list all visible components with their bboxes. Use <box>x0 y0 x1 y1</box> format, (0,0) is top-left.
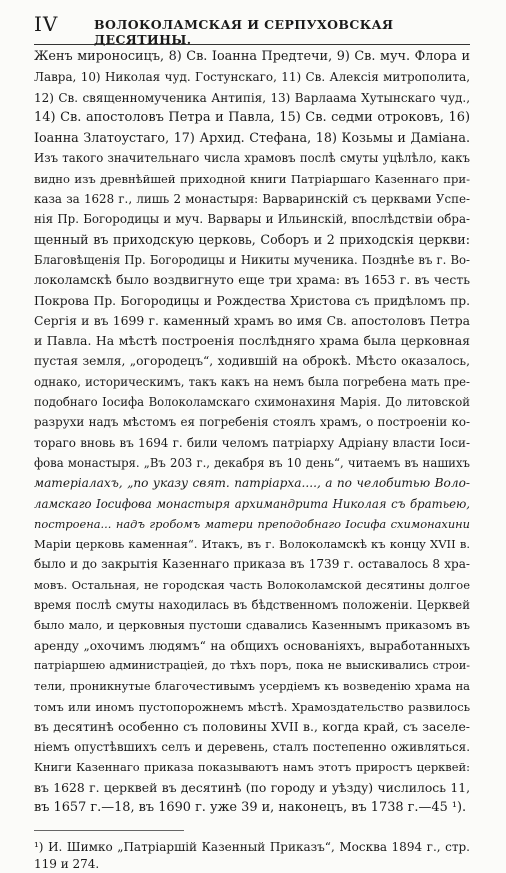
text-line: Благовѣщенія Пр. Богородицы и Никиты мученика. Позднѣе въ г. Во- <box>34 252 470 267</box>
text-line: тели, проникнутые благочестивымъ усердіемъ къ возведенію храма на <box>34 679 470 694</box>
text-line: разрухи надъ мѣстомъ ея погребенія стоялъ храмъ, о построеніи ко- <box>34 415 470 430</box>
text-line: Изъ такого значительнаго числа храмовъ послѣ смуты уцѣлѣло, какъ <box>34 151 470 166</box>
text-line: Женъ мироносицъ, 8) Св. Iоанна Предтечи, 9) Св. муч. Флора и <box>34 49 470 64</box>
text-line: однако, историческимъ, такъ какъ на немъ была погребена мать пре- <box>34 374 470 389</box>
text-line: томъ или иномъ пустопорожнемъ мѣстѣ. Храмоздательство развилось <box>34 699 470 714</box>
text-line: время послѣ смуты находилась въ бѣдственномъ положеніи. Церквей <box>34 598 470 613</box>
text-line: Iоанна Златоустаго, 17) Архид. Стефана, 18) Козьмы и Даміана. <box>34 130 470 146</box>
text-line: патріаршею администраціей, до тѣхъ поръ, пока не выискивались строи- <box>34 658 470 672</box>
text-line: пустая земля, „огородецъ“, ходившій на оброкѣ. Мѣсто оказалось, <box>34 354 470 369</box>
text-line: Книги Казеннаго приказа показываютъ намъ этотъ приростъ церквей: <box>34 760 470 775</box>
running-title: ВОЛОКОЛАМСКАЯ И СЕРПУХОВСКАЯ ДЕСЯТИНЫ. <box>94 17 394 47</box>
text-line: подобнаго Iосифа Волоколамскаго схимонахиня Марія. До литовской <box>34 395 470 410</box>
text-line: тораго вновь въ 1694 г. били челомъ патріарху Адріану власти Iоси- <box>34 435 470 450</box>
footnote-line: ¹) И. Шимко „Патріаршій Казенный Приказъ“, Москва 1894 г., стр. <box>34 840 470 855</box>
text-line: въ десятинѣ особенно съ половины XVII в., когда край, съ заселе- <box>34 719 470 734</box>
text-line: было мало, и церковныя пустоши сдавались Казеннымъ приказомъ въ <box>34 618 470 633</box>
body-text <box>34 47 470 818</box>
text-line: щенный въ приходскую церковь, Соборъ и 2 приходскія церкви: <box>34 231 470 247</box>
text-line: Лавра, 10) Николая чуд. Гостунскаго, 11) Св. Алексія митрополита, <box>34 70 470 85</box>
page-number: IV <box>34 12 59 36</box>
text-line-italic: построена... надъ гробомъ матери преподобнаго Iосифа схимонахини <box>34 516 470 531</box>
text-line: ніемъ опустѣвшихъ селъ и деревень, сталъ постепенно оживляться. <box>34 740 470 755</box>
text-line: аренду „охочимъ людямъ“ на общихъ основаніяхъ, выработанныхъ <box>34 638 470 653</box>
text-line-italic: матеріалахъ, „по указу свят. патріарха...., а по челобитью Воло- <box>34 476 470 491</box>
footnote-divider <box>34 830 184 831</box>
text-line: мовъ. Остальная, не городская часть Волоколамской десятины долгое <box>34 577 470 592</box>
text-line: Сергія и въ 1699 г. каменный храмъ во имя Св. апостоловъ Петра <box>34 313 470 328</box>
text-line: и Павла. На мѣстѣ построенія послѣдняго храма была церковная <box>34 333 470 349</box>
text-line: въ 1628 г. церквей въ десятинѣ (по городу и уѣзду) числилось 11, <box>34 780 470 795</box>
text-line: было и до закрытія Казеннаго приказа въ 1739 г. оставалось 8 хра- <box>34 557 470 572</box>
text-line: 14) Св. апостоловъ Петра и Павла, 15) Св. седми отроковъ, 16) <box>34 109 470 125</box>
footnote <box>34 839 470 873</box>
text-line: фова монастыря. „Въ 203 г., декабря въ 10 день“, читаемъ въ нашихъ <box>34 455 470 470</box>
text-line: Покрова Пр. Богородицы и Рождества Христова съ придѣломъ пр. <box>34 293 470 308</box>
text-line: Маріи церковь каменная“. Итакъ, въ г. Волоколамскѣ къ концу XVII в. <box>34 537 470 552</box>
text-line: каза за 1628 г., лишь 2 монастыря: Варваринскій съ церквами Успе- <box>34 192 470 207</box>
text-line: 12) Св. священномученика Антипія, 13) Варлаама Хутынскаго чуд., <box>34 90 470 105</box>
page-header <box>34 8 470 45</box>
text-line: локоламскѣ было воздвигнуто еще три храма: въ 1653 г. въ честь <box>34 272 470 288</box>
text-line: видно изъ древнѣйшей приходной книги Патріаршаго Казеннаго при- <box>34 171 470 186</box>
text-line-italic: ламскаго Iосифова монастыря архимандрита Николая съ братьею, <box>34 496 470 511</box>
footnote-line: 119 и 274. <box>34 857 100 872</box>
text-line: въ 1657 г.—18, въ 1690 г. уже 39 и, наконецъ, въ 1738 г.—45 ¹). <box>34 799 467 815</box>
text-line: нія Пр. Богородицы и муч. Варвары и Ильинскій, впослѣдствіи обра- <box>34 212 470 227</box>
